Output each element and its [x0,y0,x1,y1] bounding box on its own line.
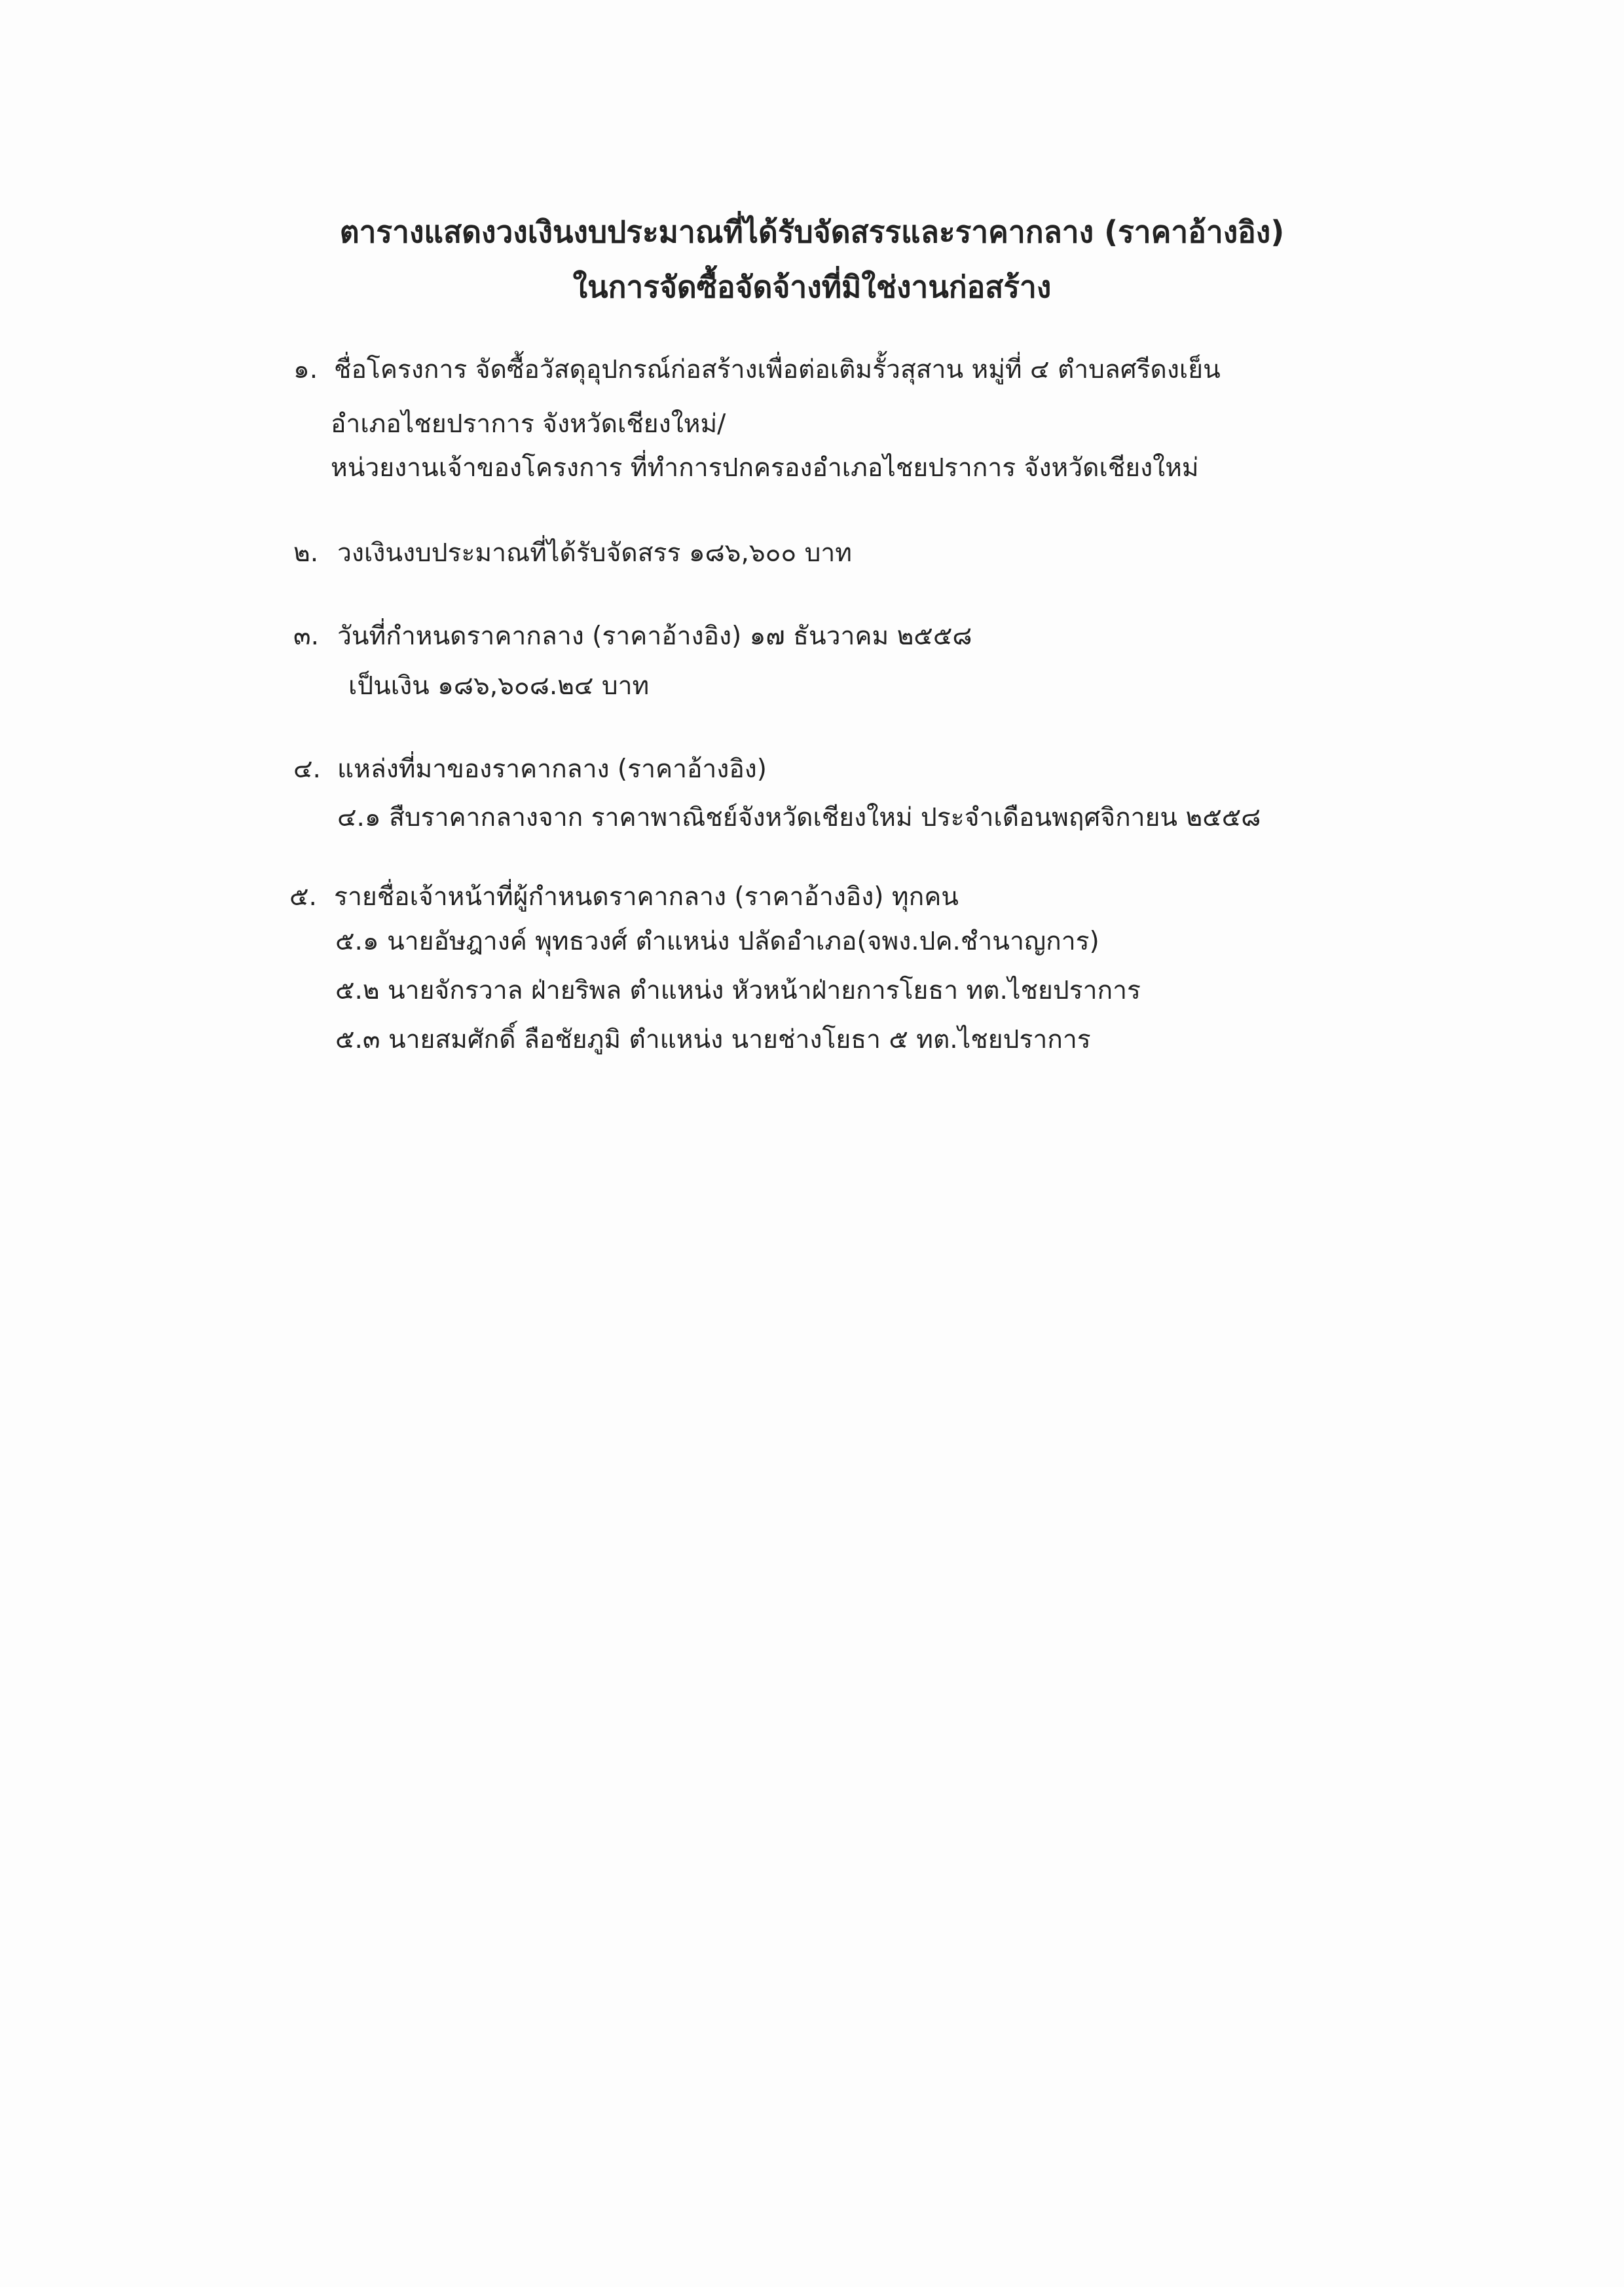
item-3-reference-date: วันที่กำหนดราคากลาง (ราคาอ้างอิง) ๑๗ ธันวาคม ๒๕๕๘ [337,622,972,651]
item-5-number: ๕. [289,882,317,912]
item-1-agency: หน่วยงานเจ้าของโครงการ ที่ทำการปกครองอำเภอไชยปราการ จังหวัดเชียงใหม่ [331,453,1199,483]
item-4-source-heading: แหล่งที่มาของราคากลาง (ราคาอ้างอิง) [337,754,767,784]
item-1-project-name: ชื่อโครงการ จัดซื้อวัสดุอุปกรณ์ก่อสร้างเพื่อต่อเติมรั้วสุสาน หมู่ที่ ๔ ตำบลศรีดงเย็น [334,355,1221,384]
item-1-location: อำเภอไชยปราการ จังหวัดเชียงใหม่/ [331,409,726,439]
item-4-number: ๔. [293,754,321,784]
item-5-2-officer: ๕.๒ นายจักรวาล ฝ่ายริพล ตำแหน่ง หัวหน้าฝ่ายการโยธา ทต.ไชยปราการ [335,976,1141,1005]
item-4-1-source: ๔.๑ สืบราคากลางจาก ราคาพาณิชย์จังหวัดเชียงใหม่ ประจำเดือนพฤศจิกายน ๒๕๕๘ [337,803,1261,832]
item-5-officers-heading: รายชื่อเจ้าหน้าที่ผู้กำหนดราคากลาง (ราคาอ้างอิง) ทุกคน [334,882,959,912]
item-5-1-officer: ๕.๑ นายอัษฎางค์ พุทธวงศ์ ตำแหน่ง ปลัดอำเภอ(จพง.ปค.ชำนาญการ) [335,927,1099,956]
item-1-number: ๑. [293,355,318,384]
document-title-line-1: ตารางแสดงวงเงินงบประมาณที่ได้รับจัดสรรและราคากลาง (ราคาอ้างอิง) [339,214,1285,250]
item-2-budget: วงเงินงบประมาณที่ได้รับจัดสรร ๑๘๖,๖๐๐ บาท [337,538,852,568]
item-2-number: ๒. [293,538,319,568]
item-3-number: ๓. [293,622,320,651]
item-5-3-officer: ๕.๓ นายสมศักดิ์ ลือชัยภูมิ ตำแหน่ง นายช่างโยธา ๕ ทต.ไชยปราการ [335,1025,1091,1054]
item-3-amount: เป็นเงิน ๑๘๖,๖๐๘.๒๔ บาท [348,671,650,701]
document-title-line-2: ในการจัดซื้อจัดจ้างที่มิใช่งานก่อสร้าง [572,269,1052,305]
